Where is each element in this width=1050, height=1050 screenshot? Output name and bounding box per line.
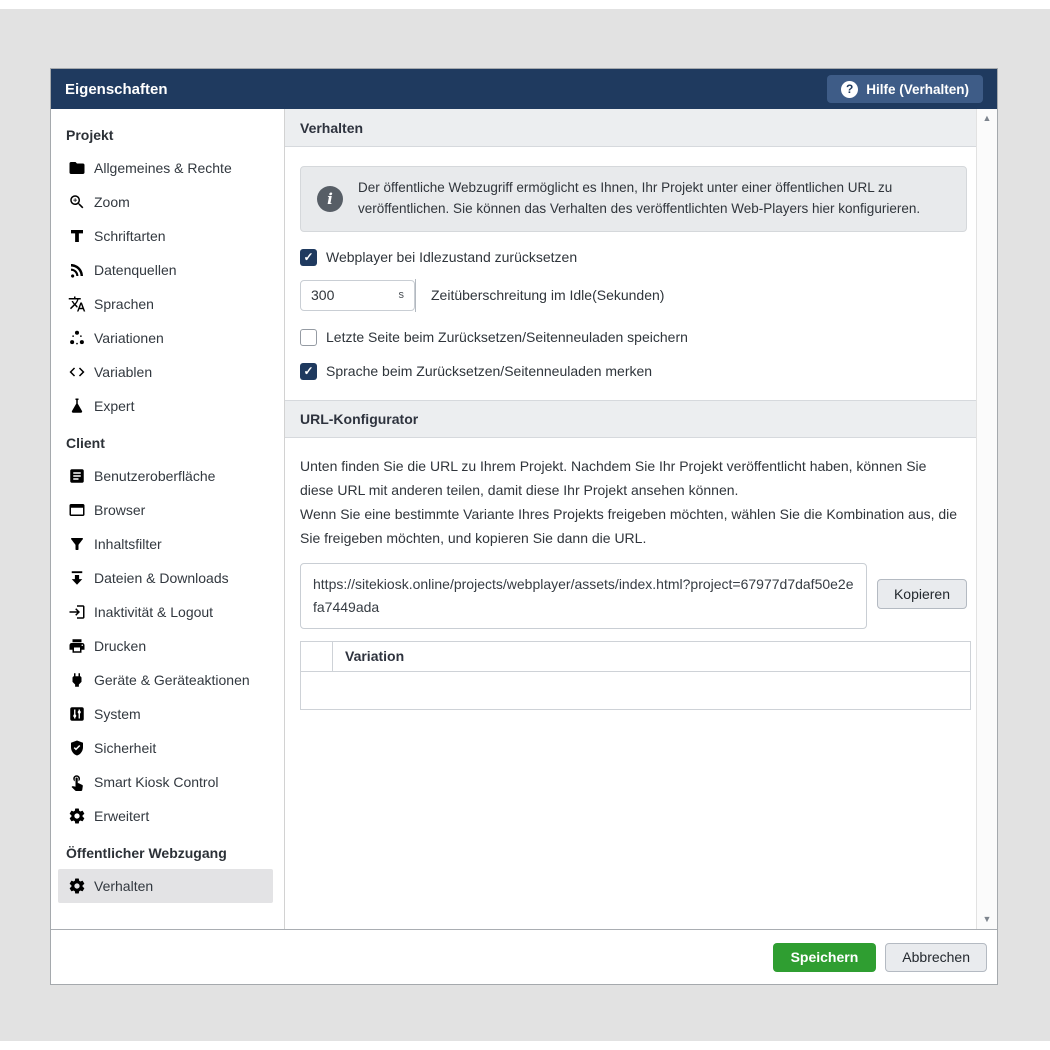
- sliders-icon: [68, 705, 86, 723]
- seconds-unit-label: s: [398, 289, 404, 302]
- sidebar-section-projekt: Projekt: [66, 127, 114, 143]
- sidebar-item-sprachen[interactable]: [58, 287, 273, 321]
- touch-icon: [68, 773, 86, 791]
- variation-column-header: Variation: [345, 648, 405, 665]
- sidebar-item-label: Inaktivität & Logout: [94, 604, 214, 620]
- checkbox-webplayer-reset[interactable]: ✓: [300, 249, 317, 266]
- checkbox-row-reset: [300, 249, 961, 266]
- info-text: Der öffentliche Webzugriff ermöglicht es Ihnen, Ihr Projekt unter einer öffentlichen URL zu veröffentlichen. Sie können das Verhalten des veröffentlichten Web-Players hier konfigurieren.: [358, 180, 921, 216]
- sidebar-item-dateien-downloads[interactable]: [58, 561, 273, 595]
- sidebar-item-sicherheit[interactable]: [58, 731, 273, 765]
- question-circle-icon: ?: [841, 81, 858, 98]
- checkbox-row-language: [300, 363, 961, 380]
- sidebar-item-label: Zoom: [94, 194, 130, 210]
- sidebar-item-label: Sicherheit: [94, 740, 157, 756]
- help-button-label: Hilfe (Verhalten): [866, 81, 969, 97]
- section-header-url-konfigurator: [285, 400, 976, 438]
- ui-document-icon: [68, 467, 86, 485]
- sidebar-section-client: Client: [66, 435, 105, 451]
- sidebar-item-label: Drucken: [94, 638, 147, 654]
- save-button[interactable]: Speichern: [773, 943, 877, 972]
- sidebar-item-label: Inhaltsfilter: [94, 536, 162, 552]
- dialog-title: Eigenschaften: [65, 80, 168, 98]
- help-button[interactable]: [827, 75, 983, 103]
- logout-icon: [68, 603, 86, 621]
- sidebar-item-label: Allgemeines & Rechte: [94, 160, 232, 176]
- sidebar-section-webzugang: Öffentlicher Webzugang: [66, 845, 227, 861]
- properties-dialog: [50, 68, 998, 985]
- sidebar-item-label: Browser: [94, 502, 146, 518]
- idle-timeout-input[interactable]: [311, 287, 381, 303]
- rss-icon: [68, 261, 86, 279]
- filter-icon: [68, 535, 86, 553]
- sidebar-item-smart-kiosk-control[interactable]: [58, 765, 273, 799]
- code-icon: [68, 363, 86, 381]
- page-margin-bottom: [0, 1041, 1050, 1050]
- sidebar-item-benutzeroberflaeche[interactable]: [58, 459, 273, 493]
- url-row: [300, 563, 967, 629]
- copy-url-button[interactable]: Kopieren: [877, 579, 967, 609]
- sidebar-item-label: Verhalten: [94, 878, 154, 894]
- sidebar-item-erweitert[interactable]: [58, 799, 273, 833]
- sidebar-item-schriftarten[interactable]: [58, 219, 273, 253]
- scroll-down-icon[interactable]: ▼: [982, 914, 992, 924]
- variation-table-select-column: [301, 642, 333, 671]
- checkbox-label: Sprache beim Zurücksetzen/Seitenneuladen merken: [326, 363, 653, 380]
- gear-icon: [68, 877, 86, 895]
- idle-timeout-label: Zeitüberschreitung im Idle(Sekunden): [431, 287, 665, 304]
- dialog-titlebar: [51, 69, 997, 109]
- sidebar-item-zoom[interactable]: [58, 185, 273, 219]
- sidebar-item-label: Erweitert: [94, 808, 150, 824]
- url-description-p1: Unten finden Sie die URL zu Ihrem Projekt. Nachdem Sie Ihr Projekt veröffentlicht haben, können Sie diese URL mit anderen teilen, damit diese Ihr Projekt ansehen können.: [300, 457, 927, 498]
- section-header-verhalten: [285, 109, 976, 147]
- url-description: [300, 454, 961, 550]
- idle-timeout-row: [300, 279, 961, 312]
- section-title: URL-Konfigurator: [300, 410, 419, 427]
- sidebar-item-datenquellen[interactable]: [58, 253, 273, 287]
- sidebar-item-label: Variablen: [94, 364, 153, 380]
- variation-table-empty-row: [301, 672, 970, 709]
- sidebar-item-geraete[interactable]: [58, 663, 273, 697]
- checkbox-row-lastpage: [300, 329, 961, 346]
- variation-table-header: [301, 642, 970, 672]
- sidebar-item-inaktivitaet-logout[interactable]: [58, 595, 273, 629]
- idle-timeout-field-wrap: [300, 280, 415, 311]
- content-scrollbar[interactable]: [976, 109, 997, 929]
- sidebar-item-label: Sprachen: [94, 296, 154, 312]
- checkbox-save-last-page[interactable]: [300, 329, 317, 346]
- gear-icon: [68, 807, 86, 825]
- url-description-p2: Wenn Sie eine bestimmte Variante Ihres Projekts freigeben möchten, wählen Sie die Kombination aus, die Sie freigeben möchten, und kopieren Sie dann die URL.: [300, 505, 958, 546]
- font-icon: [68, 227, 86, 245]
- dialog-footer: [51, 929, 997, 984]
- sidebar-item-browser[interactable]: [58, 493, 273, 527]
- sidebar-item-label: Benutzeroberfläche: [94, 468, 216, 484]
- sidebar-item-label: Variationen: [94, 330, 164, 346]
- scroll-up-icon[interactable]: ▲: [982, 113, 992, 123]
- sidebar-item-label: Datenquellen: [94, 262, 177, 278]
- variation-table: [300, 641, 971, 710]
- sidebar-item-label: Smart Kiosk Control: [94, 774, 219, 790]
- sidebar-item-variationen[interactable]: [58, 321, 273, 355]
- checkbox-label: Letzte Seite beim Zurücksetzen/Seitenneuladen speichern: [326, 329, 688, 346]
- printer-icon: [68, 637, 86, 655]
- download-icon: [68, 569, 86, 587]
- sidebar-item-verhalten[interactable]: [58, 869, 273, 903]
- folder-icon: [68, 159, 86, 177]
- cancel-button[interactable]: Abbrechen: [885, 943, 987, 972]
- sidebar-item-expert[interactable]: [58, 389, 273, 423]
- sidebar-item-label: Expert: [94, 398, 135, 414]
- sidebar-item-label: Dateien & Downloads: [94, 570, 229, 586]
- sidebar-nav: [51, 109, 284, 929]
- shield-check-icon: [68, 739, 86, 757]
- checkbox-label: Webplayer bei Idlezustand zurücksetzen: [326, 249, 578, 266]
- sidebar-item-allgemeines-rechte[interactable]: [58, 151, 273, 185]
- sidebar-item-label: Schriftarten: [94, 228, 166, 244]
- input-separator: [415, 279, 416, 312]
- checkbox-remember-language[interactable]: ✓: [300, 363, 317, 380]
- browser-window-icon: [68, 501, 86, 519]
- sidebar-item-drucken[interactable]: [58, 629, 273, 663]
- zoom-in-icon: [68, 193, 86, 211]
- language-icon: [68, 295, 86, 313]
- sidebar-item-label: Geräte & Geräteaktionen: [94, 672, 250, 688]
- section-title: Verhalten: [300, 119, 364, 136]
- plug-icon: [68, 671, 86, 689]
- sidebar-item-label: System: [94, 706, 141, 722]
- variations-icon: [68, 329, 86, 347]
- flask-icon: [68, 397, 86, 415]
- info-box: [300, 166, 967, 232]
- sidebar-item-system[interactable]: [58, 697, 273, 731]
- sidebar-item-variablen[interactable]: [58, 355, 273, 389]
- page-margin-top: [0, 0, 1050, 9]
- content-pane: [284, 109, 976, 929]
- sidebar-item-inhaltsfilter[interactable]: [58, 527, 273, 561]
- info-icon: i: [317, 186, 343, 212]
- project-url-field[interactable]: https://sitekiosk.online/projects/webplayer/assets/index.html?project=67977d7daf50e2efa7449ada: [300, 563, 867, 629]
